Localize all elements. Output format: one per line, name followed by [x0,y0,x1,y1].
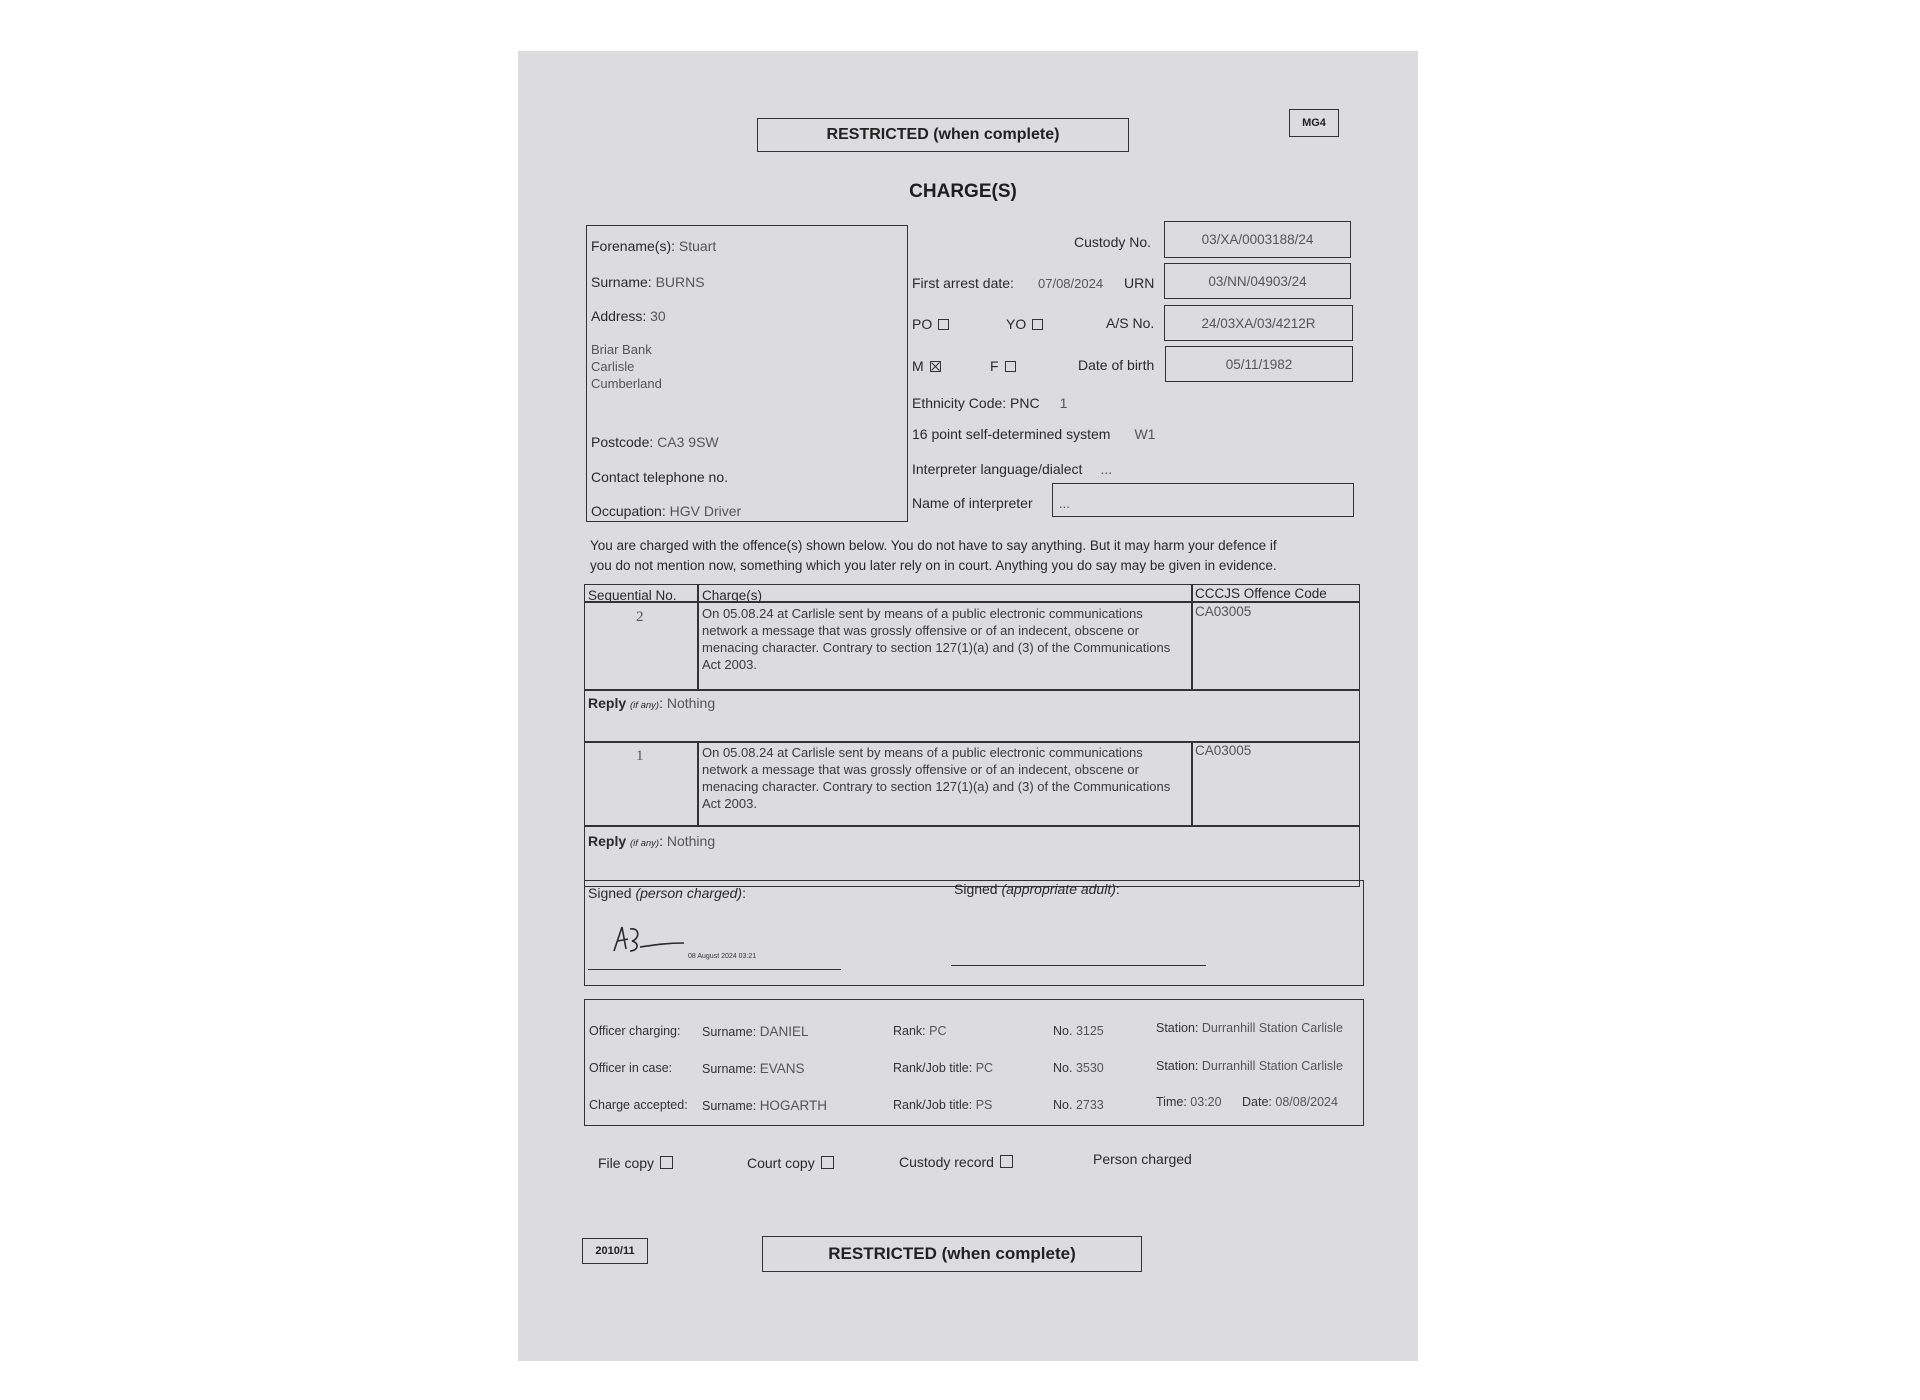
officer-2-station-value: Durranhill Station Carlisle [1201,1059,1343,1073]
forename-row [591,238,716,254]
occupation-label: Occupation: [591,503,666,519]
row-2-reply-value: Nothing [666,695,716,711]
officer-1-number [1053,1024,1104,1038]
rank-label-1: Rank: [893,1024,926,1038]
officer-2-rank [893,1061,993,1075]
form-version: 2010/11 [582,1238,648,1264]
officer-2-role: Officer in case: [589,1061,673,1075]
time-label: Time: [1156,1095,1187,1109]
row-1-rule [584,825,1360,827]
row-2-charge-text [702,605,1170,673]
officer-1-surname-value: DANIEL [759,1024,809,1039]
postcode-value: CA3 9SW [657,434,719,450]
file-copy-checkbox[interactable] [660,1156,673,1169]
self-defined-row [912,426,1155,442]
ethnicity-label: Ethnicity Code: PNC [912,395,1040,411]
officer-1-station [1156,1021,1343,1035]
person-details-box [586,225,908,522]
self-defined-value: W1 [1134,426,1156,442]
no-label-1: No. [1053,1024,1073,1038]
yo-label: YO [1006,316,1027,332]
row-2-line-4: Act 2003. [702,657,757,672]
officer-2-surname-value: EVANS [759,1061,805,1076]
row-2-code: CA03005 [1195,604,1252,619]
row-1-code: CA03005 [1195,743,1252,758]
officer-3-rank-value: PS [975,1098,993,1112]
header-charges: Charge(s) [702,588,763,603]
row-1-reply: Reply (if any): Nothing [588,833,716,849]
row-1-line-4: Act 2003. [702,796,757,811]
officer-3-time-value: 03:20 [1190,1095,1222,1109]
reply-label-2: Reply [588,833,627,849]
officer-1-station-value: Durranhill Station Carlisle [1201,1021,1343,1035]
officer-3-time [1156,1095,1222,1109]
f-label: F [990,358,999,374]
reply-label: Reply [588,695,627,711]
signed-label: Signed [588,885,632,901]
rank-label-3: Rank/Job title: [893,1098,973,1112]
row-2-line-2: network a message that was grossly offensive or of an indecent, obscene or [702,623,1139,638]
officer-2-number-value: 3530 [1075,1061,1104,1075]
address-label: Address: [591,308,647,324]
arrest-date-value: 07/08/2024 [1038,276,1104,291]
custody-record-row [899,1154,1013,1170]
caution-line-1: You are charged with the offence(s) shown below. You do not have to say anything. But it may harm your defence if [590,538,1277,553]
custody-label: Custody No. [1074,234,1152,250]
signature-scribble [610,921,690,957]
officer-3-date-value: 08/08/2024 [1275,1095,1338,1109]
signed-adult-note: (appropriate adult) [1001,881,1116,897]
col-divider-code-b [1191,741,1193,825]
officer-3-number-value: 2733 [1075,1098,1104,1112]
caution-text [590,536,1277,576]
adult-signature-line [951,965,1206,966]
restricted-header: RESTRICTED (when complete) [757,118,1129,152]
court-copy-row [747,1155,834,1171]
row-1-reply-value: Nothing [666,833,716,849]
reply-note-2: (if any) [630,838,660,849]
row-1-line-2: network a message that was grossly offensive or of an indecent, obscene or [702,762,1139,777]
interpreter-name-field: ... [1052,483,1354,517]
row-2-seq: 2 [636,609,644,625]
row-1-charge-text [702,744,1170,812]
ethnicity-row [912,395,1067,411]
postcode-label: Postcode: [591,434,654,450]
address-line-2: Briar Bank [591,342,652,357]
custody-number-field: 03/XA/0003188/24 [1164,221,1351,258]
yo-checkbox[interactable] [1032,319,1043,330]
po-label: PO [912,316,933,332]
dob-label: Date of birth [1078,357,1155,373]
form-code: MG4 [1289,109,1339,137]
row-2-reply: Reply (if any): Nothing [588,695,716,711]
row-2-rule [584,689,1360,691]
court-copy-checkbox[interactable] [821,1156,834,1169]
person-charged-label: Person charged [1093,1151,1192,1167]
officer-1-surname [702,1024,808,1039]
custody-record-label: Custody record [899,1154,994,1170]
officer-2-number [1053,1061,1104,1075]
as-label: A/S No. [1106,315,1155,331]
officer-3-surname-value: HOGARTH [759,1098,827,1113]
header-sequential: Sequential No. [588,588,677,603]
officer-3-surname [702,1098,827,1113]
table-header-rule [584,601,1360,603]
interpreter-language-value: ... [1100,461,1113,477]
row-1-line-3: menacing character. Contrary to section 127(1)(a) and (3) of the Communications [702,779,1171,794]
po-checkbox[interactable] [938,319,949,330]
person-signature-line [588,969,841,970]
file-copy-row [598,1155,673,1171]
officer-1-number-value: 3125 [1075,1024,1104,1038]
row-2-line-3: menacing character. Contrary to section 127(1)(a) and (3) of the Communications [702,640,1171,655]
officer-3-date [1242,1095,1338,1109]
officer-2-rank-value: PC [975,1061,994,1075]
dob-field: 05/11/1982 [1165,346,1353,382]
station-label-1: Station: [1156,1021,1199,1035]
telephone-label: Contact telephone no. [591,469,728,485]
signature-timestamp: 08 August 2024 03:21 [688,953,757,960]
occupation-value: HGV Driver [669,503,742,519]
restricted-footer: RESTRICTED (when complete) [762,1236,1142,1272]
interpreter-name-label: Name of interpreter [912,495,1033,511]
f-checkbox[interactable] [1005,361,1016,372]
postcode-row [591,434,719,450]
no-label-2: No. [1053,1061,1073,1075]
row-1-seq: 1 [636,748,644,764]
officer-2-station [1156,1059,1343,1073]
rank-label-2: Rank/Job title: [893,1061,973,1075]
address-block [591,341,662,392]
address-line-1: 30 [650,308,666,324]
forename-value: Stuart [678,238,717,254]
row-2-line-1: On 05.08.24 at Carlisle sent by means of a public electronic communications [702,606,1143,621]
as-number-field: 24/03XA/03/4212R [1164,305,1353,341]
document-page [518,51,1418,1361]
signed-person-note: (person charged) [635,885,743,901]
col-divider-code-a [1191,584,1193,689]
header-offence-code: CCCJS Offence Code [1195,586,1327,601]
surname-row [591,274,705,290]
surname-label-1: Surname: [702,1025,757,1039]
m-checkbox-checked[interactable] [930,361,941,372]
court-copy-label: Court copy [747,1155,815,1171]
file-copy-label: File copy [598,1155,655,1171]
interpreter-language-row [912,461,1112,477]
urn-label: URN [1124,275,1155,291]
signed-label-2: Signed [954,881,998,897]
station-label-2: Station: [1156,1059,1199,1073]
signed-adult-label: Signed (appropriate adult): [954,881,1120,897]
surname-label: Surname: [591,274,652,290]
ethnicity-value: 1 [1059,395,1068,411]
urn-field: 03/NN/04903/24 [1164,263,1351,299]
occupation-row [591,503,741,519]
caution-line-2: you do not mention now, something which you later rely on in court. Anything you do say may be given in evidence. [590,558,1277,573]
self-defined-label: 16 point self-determined system [912,426,1111,442]
officer-1-role: Officer charging: [589,1024,681,1038]
interpreter-language-label: Interpreter language/dialect [912,461,1083,477]
address-line-4: Cumberland [591,376,662,391]
forename-label: Forename(s): [591,238,676,254]
surname-value: BURNS [655,274,705,290]
officer-1-rank [893,1024,947,1038]
po-checkbox-row [912,316,949,332]
yo-checkbox-row [1006,316,1043,332]
address-line-3: Carlisle [591,359,635,374]
col-divider-seq-b [697,741,699,825]
officer-1-rank-value: PC [929,1024,947,1038]
row-1-line-1: On 05.08.24 at Carlisle sent by means of a public electronic communications [702,745,1143,760]
surname-label-3: Surname: [702,1099,757,1113]
col-divider-seq-a [697,584,699,689]
no-label-3: No. [1053,1098,1073,1112]
arrest-date-label: First arrest date: [912,275,1014,291]
reply-note: (if any) [630,700,660,711]
page-title: CHARGE(S) [909,181,1017,202]
officer-2-surname [702,1061,804,1076]
signed-person-label: Signed (person charged): [588,885,746,901]
date-label: Date: [1242,1095,1272,1109]
m-checkbox-row [912,358,941,374]
custody-record-checkbox[interactable] [1000,1155,1013,1168]
officer-3-number [1053,1098,1104,1112]
officer-3-rank [893,1098,992,1112]
surname-label-2: Surname: [702,1062,757,1076]
address-row [591,308,666,324]
f-checkbox-row [990,358,1016,374]
officer-3-role: Charge accepted: [589,1098,688,1112]
m-label: M [912,358,924,374]
